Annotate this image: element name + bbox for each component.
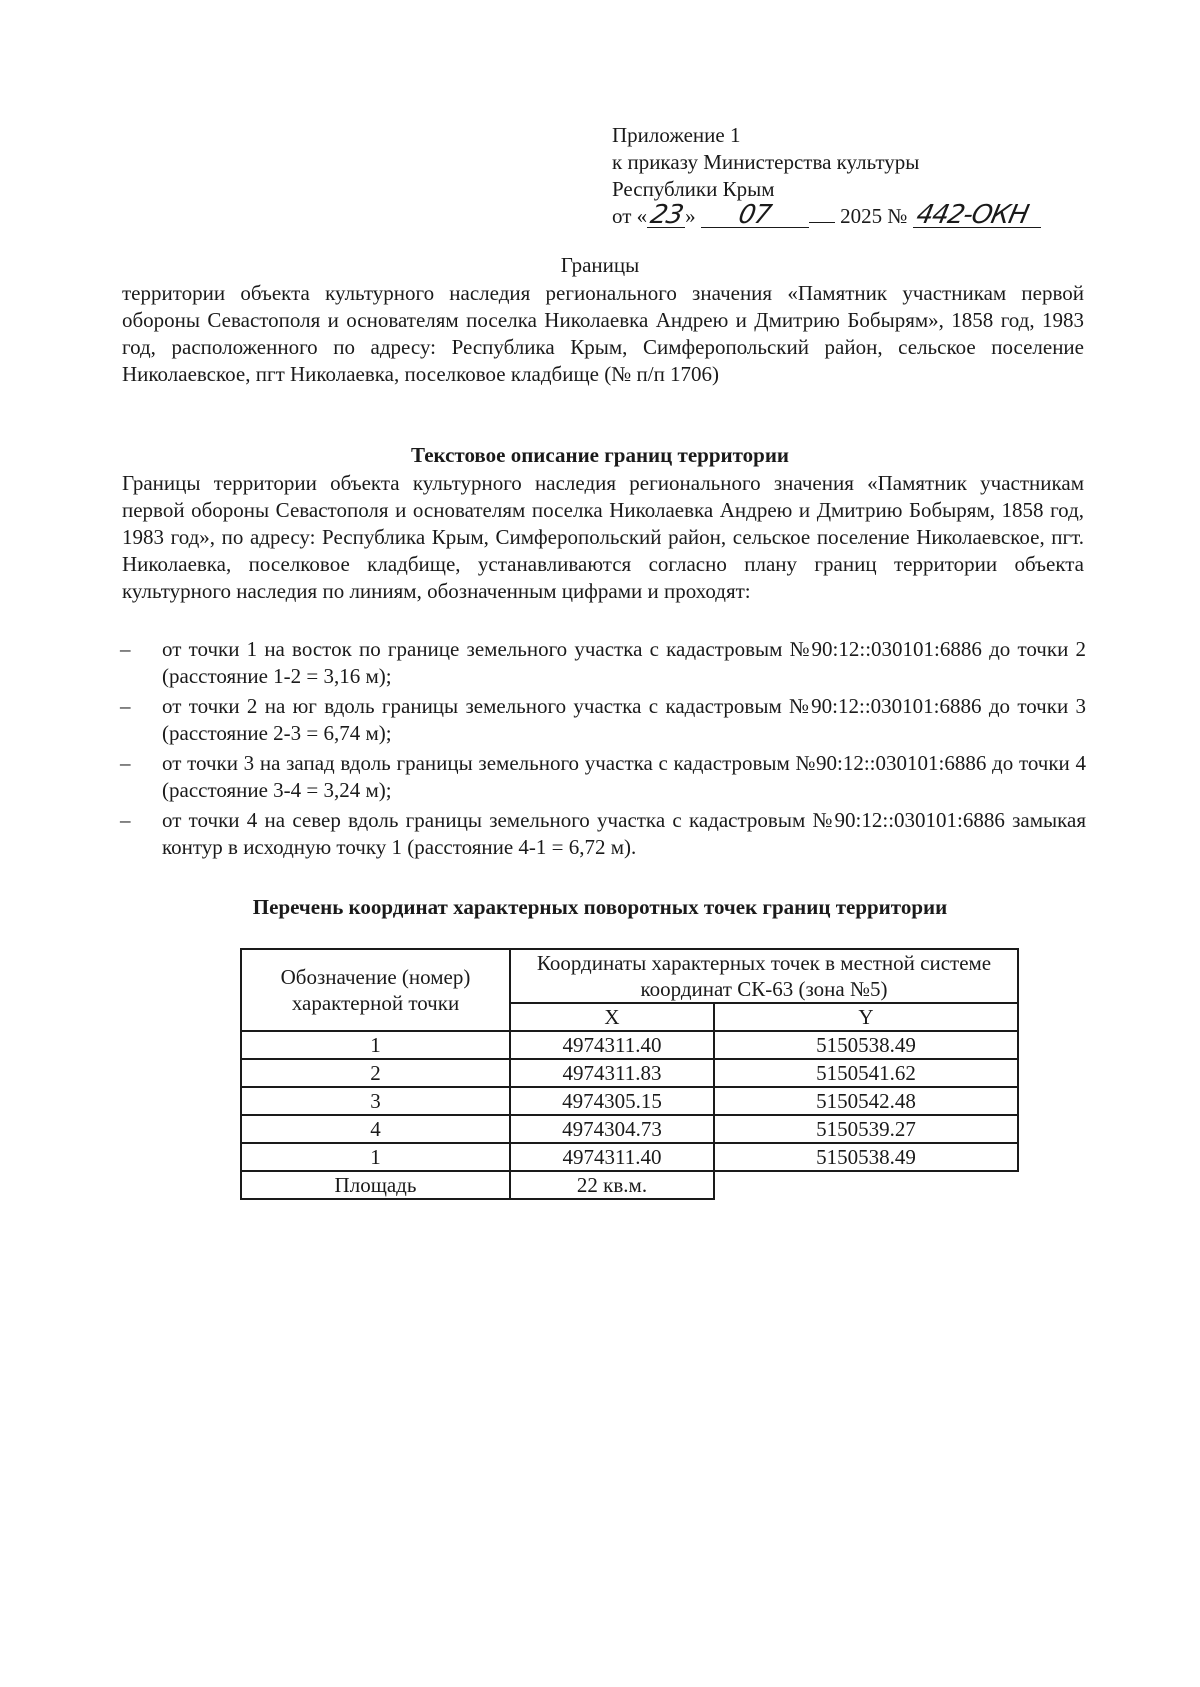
date-month-handwritten: 07 [736,200,774,230]
order-number-handwritten: 442-ОКН [913,200,1031,230]
coordinates-header: Координаты характерных точек в местной системе координат СК-63 (зона №5) [510,949,1018,1003]
point-cell: 1 [241,1143,510,1171]
appendix-label: Приложение 1 [612,123,741,147]
area-value: 22 кв.м. [510,1171,714,1199]
empty-cell [714,1171,1018,1199]
point-cell: 4 [241,1115,510,1143]
area-row [241,1171,1018,1199]
order-date-line [612,200,1132,230]
y-cell: 5150538.49 [714,1031,1018,1059]
x-cell: 4974311.40 [510,1143,714,1171]
list-item-text: от точки 4 на север вдоль границы земельного участка с кадастровым №90:12::030101:6886 замыкая контур в исходную точку 1 (расстояние 4-1 = 6,72 м). [162,808,1086,859]
description-paragraph: Границы территории объекта культурного наследия регионального значения «Памятник участникам первой обороны Севастополя и основателям поселка Николаевка Андрею и Дмитрию Бобырям, 1858 год, 1983 год», по адресу: Республика Крым, Симферопольский район, сельское поселение Николаевское, пгт. Николаевка, поселковое кладбище, устанавливаются согласно плану границ территории объекта культурного наследия по линиям, обозначенным цифрами и проходят: [122,471,1084,603]
dash-marker: – [120,751,131,775]
point-cell: 1 [241,1031,510,1059]
y-cell: 5150541.62 [714,1059,1018,1087]
order-number-field [913,200,1041,230]
list-item-text: от точки 3 на запад вдоль границы земельного участка с кадастровым №90:12::030101:6886 до точки 4 (расстояние 3-4 = 3,24 м); [162,751,1086,802]
y-column-header: Y [714,1003,1018,1031]
table-row [241,1115,1018,1143]
x-cell: 4974304.73 [510,1115,714,1143]
dash-marker: – [120,694,131,718]
list-item [112,750,1086,804]
x-cell: 4974305.15 [510,1087,714,1115]
list-item [112,636,1086,690]
y-cell: 5150542.48 [714,1087,1018,1115]
point-cell: 3 [241,1087,510,1115]
intro-paragraph: территории объекта культурного наследия регионального значения «Памятник участникам первой обороны Севастополя и основателям поселка Николаевка Андрею и Дмитрию Бобырям», 1858 год, 1983 год, расположенного по адресу: Республика Крым, Симферопольский район, сельское поселение Николаевское, пгт Николаевка, поселковое кладбище (№ п/п 1706) [122,281,1084,386]
order-reference: к приказу Министерства культуры [612,150,920,174]
appendix-header [612,122,1132,230]
dash-marker: – [120,637,131,661]
y-cell: 5150538.49 [714,1143,1018,1171]
republic-name: Республики Крым [612,177,775,201]
table-header-row [241,949,1018,1003]
section-heading-coordinates: Перечень координат характерных поворотных точек границ территории [252,895,948,919]
table-row [241,1143,1018,1171]
section-heading-description: Текстовое описание границ территории [410,443,790,467]
list-item-text: от точки 2 на юг вдоль границы земельного участка с кадастровым №90:12::030101:6886 до точки 3 (расстояние 2-3 = 6,74 м); [162,694,1086,745]
list-item [112,693,1086,747]
date-year: 2025 № [840,204,908,228]
document-title: Границы [560,253,640,277]
date-mid: » [685,204,696,228]
coordinates-table [240,948,1019,1200]
date-prefix: от « [612,204,648,228]
x-cell: 4974311.40 [510,1031,714,1059]
list-item [112,807,1086,861]
date-month-field [701,200,809,230]
boundary-list [112,636,1086,864]
x-column-header: X [510,1003,714,1031]
table-row [241,1059,1018,1087]
table-row [241,1031,1018,1059]
list-item-text: от точки 1 на восток по границе земельного участка с кадастровым №90:12::030101:6886 до точки 2 (расстояние 1-2 = 3,16 м); [162,637,1086,688]
date-gap-line [809,222,835,223]
point-cell: 2 [241,1059,510,1087]
y-cell: 5150539.27 [714,1115,1018,1143]
x-cell: 4974311.83 [510,1059,714,1087]
dash-marker: – [120,808,131,832]
date-day-handwritten: 23 [647,200,685,230]
date-day-field [647,200,685,230]
area-label: Площадь [241,1171,510,1199]
table-row [241,1087,1018,1115]
point-column-header: Обозначение (номер) характерной точки [241,949,510,1031]
